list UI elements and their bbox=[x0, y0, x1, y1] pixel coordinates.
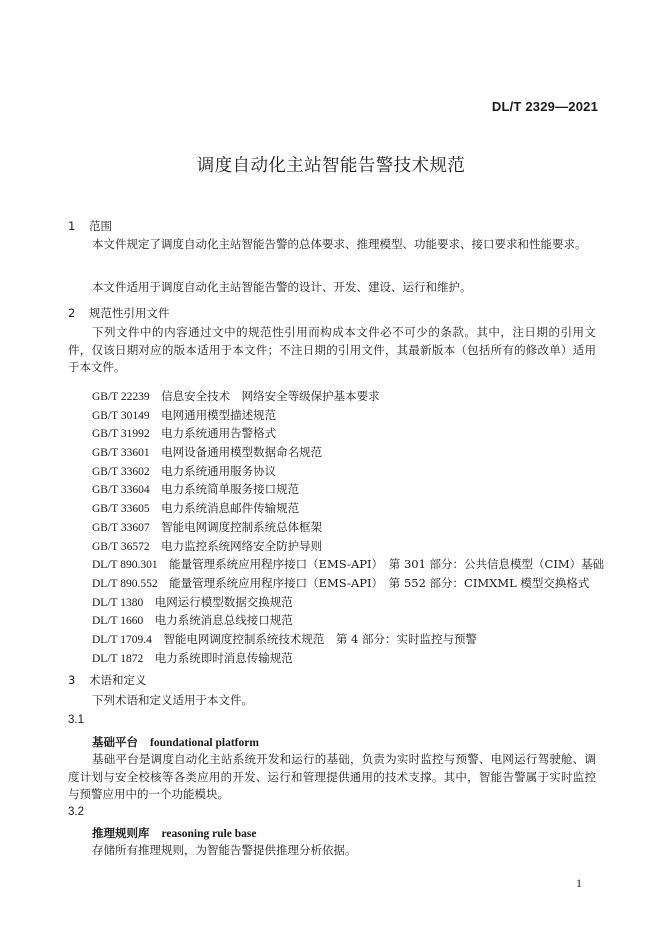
reference-item: GB/T 33602 电力系统通用服务协议 bbox=[92, 463, 277, 478]
term-number: 3.2 bbox=[68, 806, 84, 818]
reference-item: DL/T 1709.4 智能电网调度控制系统技术规范 第 4 部分：实时监控与预警 bbox=[92, 631, 477, 646]
term-definition: 基础平台是调度自动化主站系统开发和运行的基础，负责为实时监控与预警、电网运行驾驶舱、调度计划与安全校核等各类应用的开发、运行和管理提供通用的技术支撑。其中，智能告警属于实时监控与预警应用中的一个功能模块。 bbox=[68, 752, 596, 801]
term-number: 3.1 bbox=[68, 714, 84, 726]
reference-item: DL/T 1872 电力系统即时消息传输规范 bbox=[92, 650, 293, 665]
section-title: 术语和定义 bbox=[89, 673, 147, 687]
section-3-heading bbox=[68, 672, 147, 688]
scope-paragraph-1: 本文件规定了调度自动化主站智能告警的总体要求、推理模型、功能要求、接口要求和性能要求。 bbox=[92, 237, 587, 251]
reference-item: GB/T 33607 智能电网调度控制系统总体框架 bbox=[92, 519, 323, 534]
reference-item: DL/T 890.552 能量管理系统应用程序接口（EMS-API） 第 552 部分：CIMXML 模型交换格式 bbox=[92, 575, 590, 590]
reference-item: GB/T 36572 电力监控系统网络安全防护导则 bbox=[92, 538, 323, 553]
references-intro: 下列文件中的内容通过文中的规范性引用而构成本文件必不可少的条款。其中，注日期的引用文件，仅该日期对应的版本适用于本文件；不注日期的引用文件，其最新版本（包括所有的修改单）适用于本文件。 bbox=[68, 325, 596, 374]
term-name: 基础平台 foundational platform bbox=[92, 735, 259, 749]
reference-item: DL/T 1660 电力系统消息总线接口规范 bbox=[92, 613, 293, 628]
section-title: 范围 bbox=[89, 219, 112, 233]
document-title: 调度自动化主站智能告警技术规范 bbox=[196, 156, 466, 176]
reference-item: GB/T 33605 电力系统消息邮件传输规范 bbox=[92, 501, 300, 516]
term-definition: 存储所有推理规则，为智能告警提供推理分析依据。 bbox=[92, 843, 357, 857]
reference-item: GB/T 31992 电力系统通用告警格式 bbox=[92, 426, 277, 441]
reference-item: GB/T 33604 电力系统简单服务接口规范 bbox=[92, 482, 300, 497]
reference-list bbox=[92, 387, 604, 667]
scope-paragraph-2: 本文件适用于调度自动化主站智能告警的设计、开发、建设、运行和维护。 bbox=[92, 280, 472, 294]
terms-intro: 下列术语和定义适用于本文件。 bbox=[92, 693, 253, 707]
section-2-heading bbox=[68, 305, 170, 321]
section-title: 规范性引用文件 bbox=[89, 306, 170, 320]
reference-item: GB/T 30149 电网通用模型描述规范 bbox=[92, 407, 277, 422]
standard-code: DL/T 2329—2021 bbox=[491, 99, 598, 114]
page-number: 1 bbox=[576, 876, 582, 890]
term-name: 推理规则库 reasoning rule base bbox=[92, 826, 257, 840]
reference-item: DL/T 890.301 能量管理系统应用程序接口（EMS-API） 第 301 部分：公共信息模型（CIM）基础 bbox=[92, 557, 605, 572]
section-1-heading bbox=[68, 218, 112, 234]
reference-item: GB/T 22239 信息安全技术 网络安全等级保护基本要求 bbox=[92, 389, 380, 403]
reference-item: GB/T 33601 电网设备通用模型数据命名规范 bbox=[92, 445, 323, 460]
section-number: 1 bbox=[68, 219, 76, 233]
reference-item: DL/T 1380 电网运行模型数据交换规范 bbox=[92, 594, 293, 609]
section-number: 2 bbox=[68, 306, 76, 320]
section-number: 3 bbox=[68, 673, 76, 687]
